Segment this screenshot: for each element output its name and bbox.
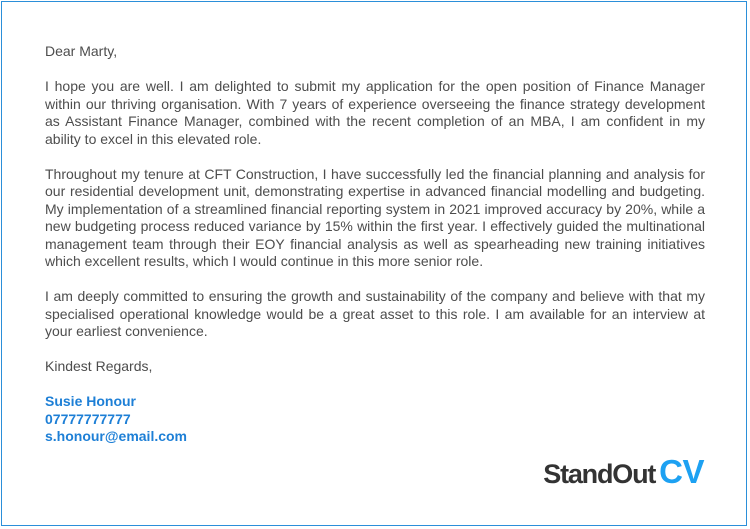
letter-greeting: Dear Marty, — [45, 43, 118, 59]
signature-phone: 07777777777 — [45, 410, 131, 427]
standout-cv-logo — [543, 453, 704, 491]
logo-wordmark: StandOut — [543, 459, 656, 489]
logo-cv-mark: CV — [659, 453, 704, 490]
signature-block — [45, 393, 705, 446]
letter-paragraph-experience: Throughout my tenure at CFT Construction, I have successfully led the financial planning and analysis for our residential development unit, demonstrating expertise in advanced financial modelling and budgeting. My implementation of a streamlined financial reporting system in 2021 improved accuracy by 20%, while a new budgeting process reduced variance by 15% within the first year. I effectively guided the multinational management team through their EOY financial analysis as well as spearheading new training initiatives which excellent results, which I would continue in this more senior role. — [45, 165, 705, 269]
signature-email: s.honour@email.com — [45, 428, 188, 444]
letter-closing: Kindest Regards, — [45, 358, 153, 374]
signature-name: Susie Honour — [45, 393, 137, 409]
letter-paragraph-intro: I hope you are well. I am delighted to submit my application for the open position of Finance Manager within our thriving organisation. With 7 years of experience overseeing the finance strategy development as Assistant Finance Manager, combined with the recent completion of an MBA, I am confident in my ability to excel in this elevated role. — [45, 78, 705, 147]
letter-paragraph-commitment: I am deeply committed to ensuring the growth and sustainability of the company and believe with that my specialised operational knowledge would be a great asset to this role. I am available for an interview at your earliest convenience. — [45, 288, 705, 339]
cover-letter — [45, 43, 705, 446]
